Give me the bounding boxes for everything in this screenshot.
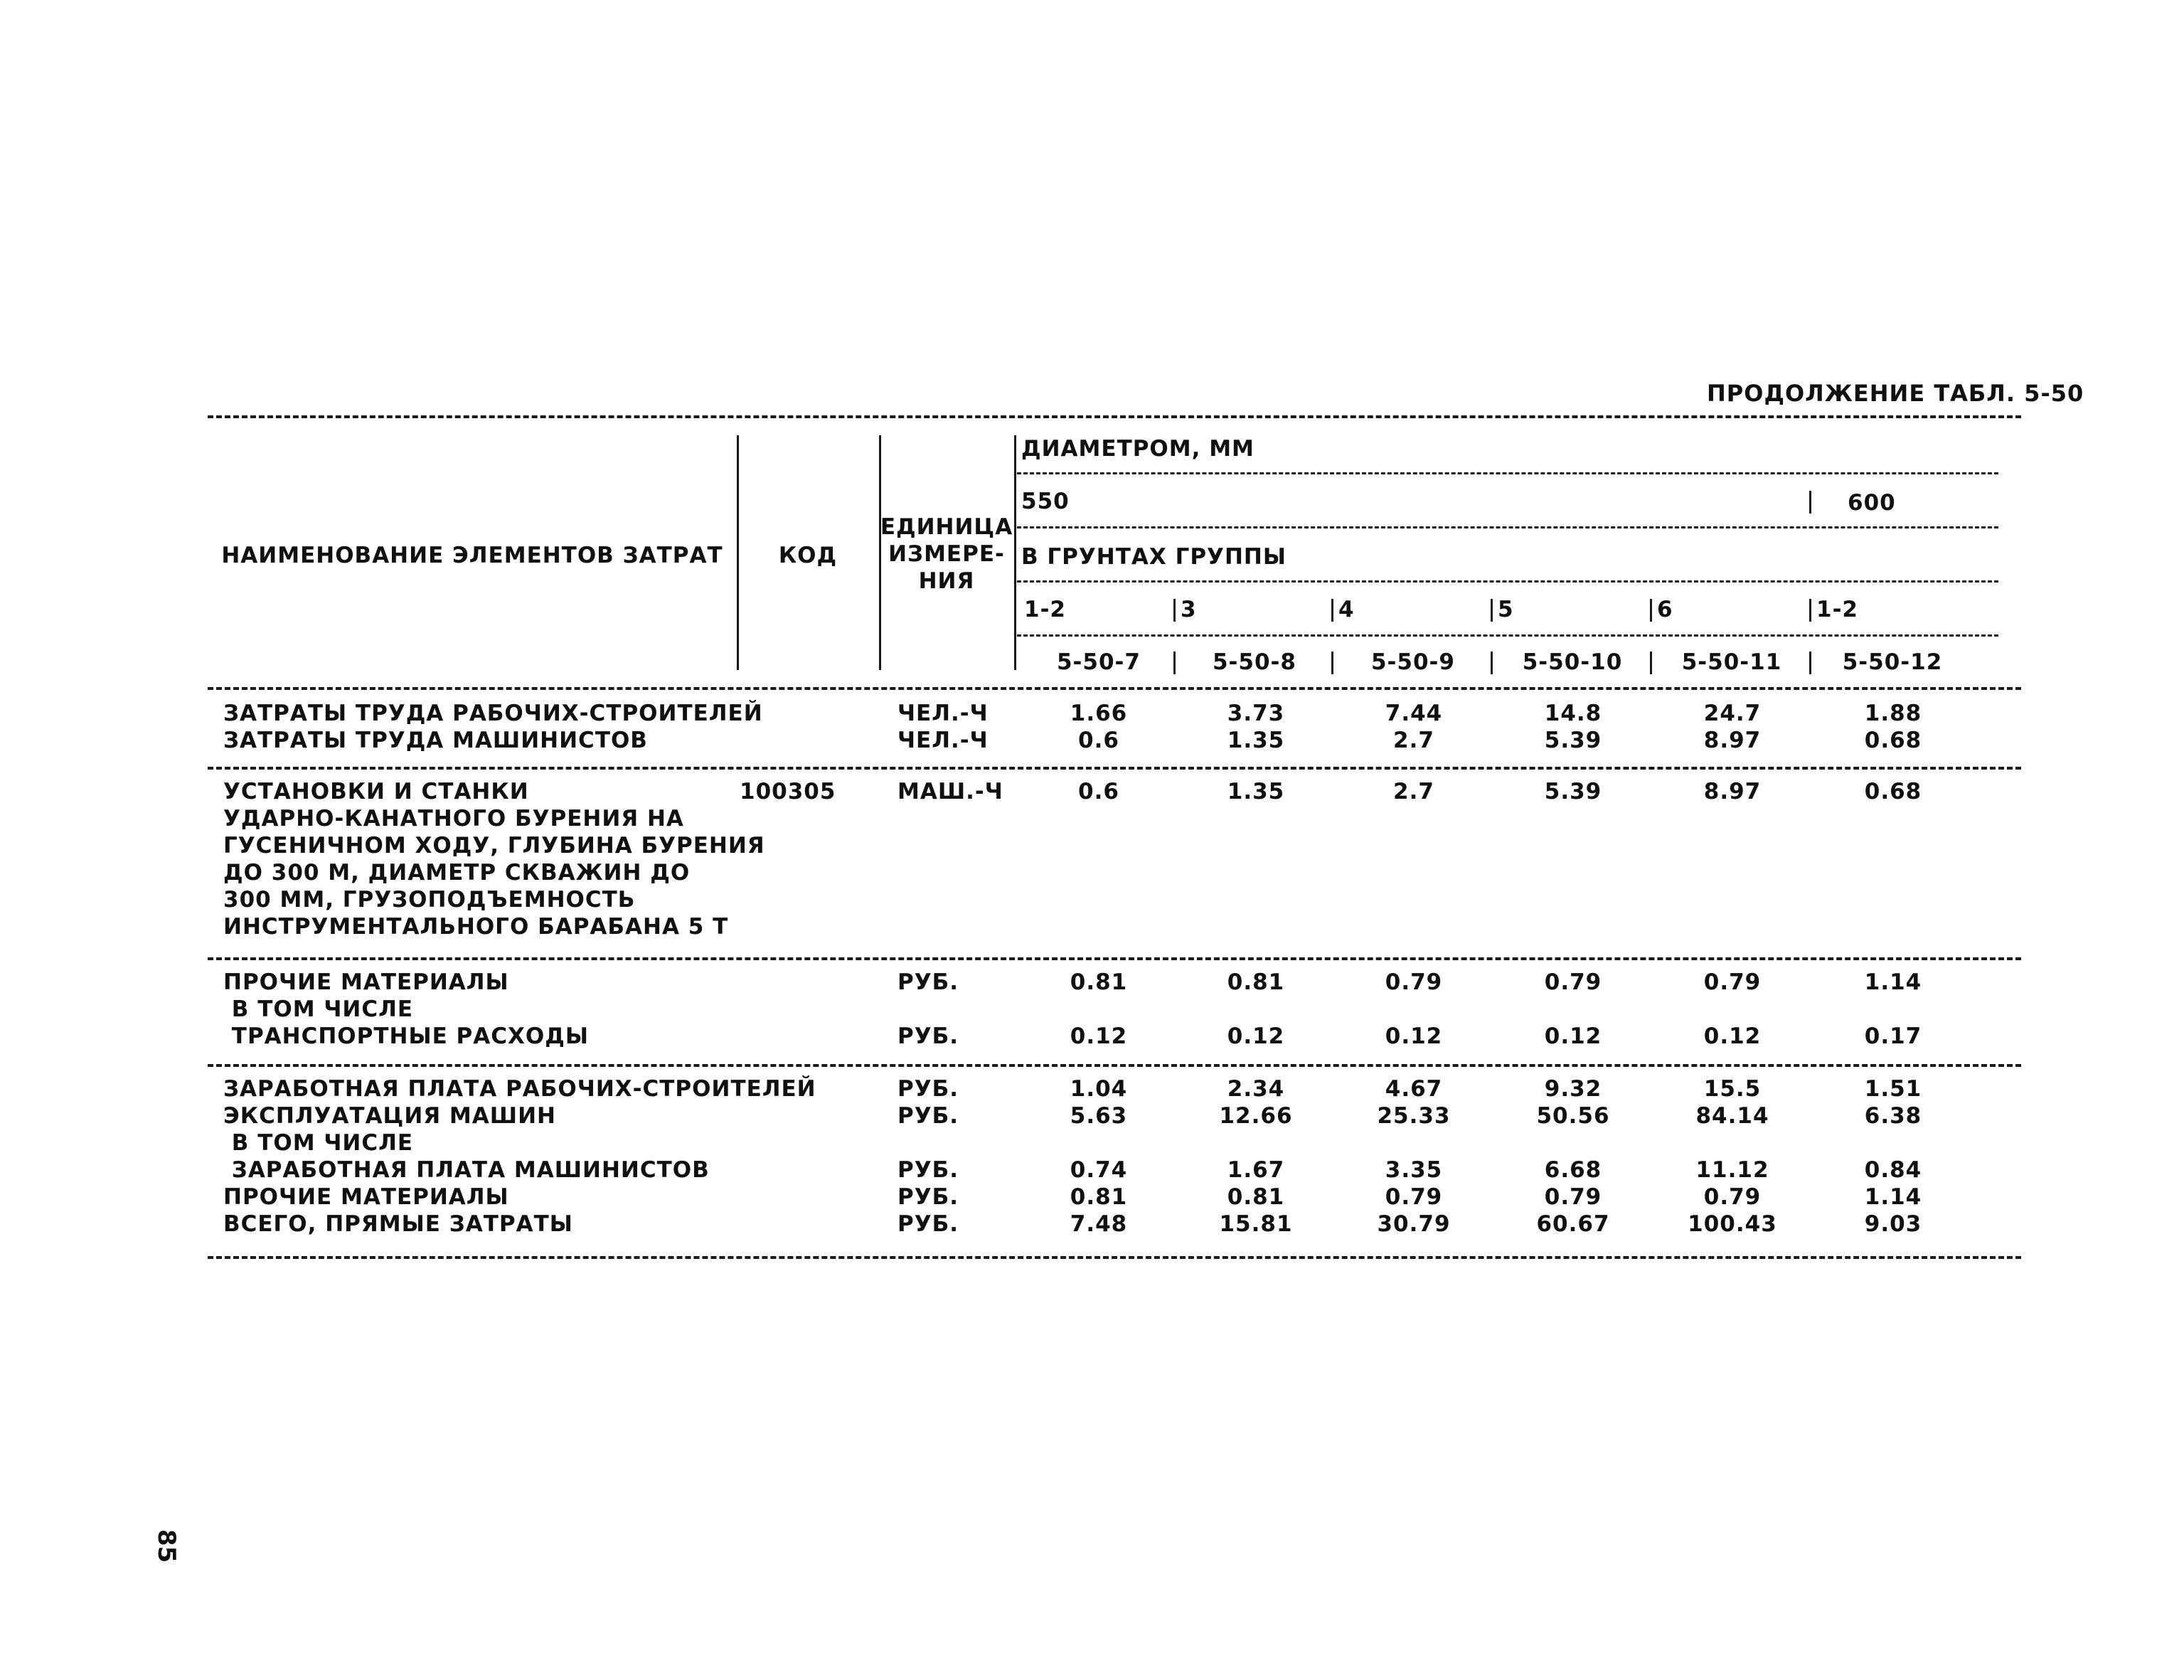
header-name: НАИМЕНОВАНИЕ ЭЛЕМЕНТОВ ЗАТРАТ — [221, 543, 723, 568]
code-cell: 5-50-7 — [1056, 649, 1141, 675]
row-value: 9.03 — [1864, 1211, 1922, 1237]
row-value: 0.12 — [1070, 1024, 1128, 1049]
row-value: 1.14 — [1864, 1184, 1922, 1210]
row-value: 0.81 — [1227, 969, 1285, 995]
row-value: 6.68 — [1544, 1157, 1602, 1183]
row-unit: ЧЕЛ.-Ч — [897, 728, 989, 753]
row-value: 0.81 — [1070, 969, 1128, 995]
row-value: 0.79 — [1544, 1184, 1602, 1210]
row-unit: МАШ.-Ч — [897, 779, 1003, 804]
row-value: 0.74 — [1070, 1157, 1128, 1183]
row-value: 2.7 — [1393, 728, 1434, 753]
group-cell: 6 — [1657, 597, 1673, 622]
row-name-line: ПРОЧИЕ МАТЕРИАЛЫ — [223, 1184, 509, 1210]
code-divider — [1491, 652, 1493, 674]
code-cell: 5-50-8 — [1212, 649, 1296, 675]
row-value: 6.38 — [1864, 1103, 1922, 1129]
header-divider-unit — [1014, 435, 1016, 670]
row-value: 5.63 — [1070, 1103, 1128, 1129]
code-divider — [1331, 652, 1333, 674]
group-cell: 1-2 — [1816, 597, 1859, 622]
row-unit: РУБ. — [897, 1076, 959, 1102]
code-cell: 5-50-12 — [1842, 649, 1943, 675]
group-cell: 5 — [1498, 597, 1514, 622]
row-value: 7.48 — [1070, 1211, 1128, 1237]
row-value: 1.51 — [1864, 1076, 1922, 1102]
row-code: 100305 — [740, 779, 836, 804]
code-cell: 5-50-9 — [1370, 649, 1455, 675]
row-value: 1.35 — [1227, 728, 1285, 753]
header-bottom-rule — [208, 687, 2021, 690]
header-rule-1 — [1017, 472, 1998, 474]
row-name-line: В ТОМ ЧИСЛЕ — [223, 996, 414, 1022]
row-value: 0.17 — [1864, 1024, 1922, 1049]
row-value: 0.79 — [1385, 969, 1443, 995]
row-unit: РУБ. — [897, 969, 959, 995]
row-name-line: УДАРНО-КАНАТНОГО БУРЕНИЯ НА — [223, 806, 684, 831]
row-value: 0.12 — [1703, 1024, 1762, 1049]
header-unit-line-1: ЕДИНИЦА — [880, 514, 1013, 540]
row-value: 1.04 — [1070, 1076, 1128, 1102]
row-name-line: ЗАРАБОТНАЯ ПЛАТА РАБОЧИХ-СТРОИТЕЛЕЙ — [223, 1076, 816, 1102]
row-name-line: ГУСЕНИЧНОМ ХОДУ, ГЛУБИНА БУРЕНИЯ — [223, 833, 765, 858]
section-rule — [208, 1256, 2021, 1259]
row-value: 15.5 — [1703, 1076, 1762, 1102]
header-diameter: ДИАМЕТРОМ, ММ — [1021, 436, 1255, 462]
row-value: 1.67 — [1227, 1157, 1285, 1183]
code-divider — [1173, 652, 1176, 674]
row-value: 12.66 — [1219, 1103, 1293, 1129]
row-value: 0.6 — [1078, 728, 1119, 753]
header-rule-4 — [1017, 634, 1998, 637]
section-rule — [208, 767, 2021, 770]
code-cell: 5-50-11 — [1681, 649, 1782, 675]
row-value: 30.79 — [1377, 1211, 1451, 1237]
code-divider — [1650, 652, 1652, 674]
group-cell: 3 — [1181, 597, 1197, 622]
row-name-line: ПРОЧИЕ МАТЕРИАЛЫ — [223, 969, 509, 995]
top-rule — [208, 415, 2021, 418]
row-name-line: В ТОМ ЧИСЛЕ — [223, 1130, 414, 1156]
row-name-line: ЗАТРАТЫ ТРУДА РАБОЧИХ-СТРОИТЕЛЕЙ — [223, 701, 763, 726]
row-value: 0.12 — [1544, 1024, 1602, 1049]
row-name-line: ИНСТРУМЕНТАЛЬНОГО БАРАБАНА 5 Т — [223, 914, 729, 940]
row-value: 60.67 — [1536, 1211, 1610, 1237]
group-cell: 1-2 — [1024, 597, 1067, 622]
row-value: 1.14 — [1864, 969, 1922, 995]
header-soil-group: В ГРУНТАХ ГРУППЫ — [1021, 544, 1287, 570]
row-value: 0.79 — [1385, 1184, 1443, 1210]
row-value: 15.81 — [1219, 1211, 1293, 1237]
header-diameter-600: 600 — [1848, 490, 1896, 516]
row-value: 11.12 — [1695, 1157, 1769, 1183]
row-value: 2.7 — [1393, 779, 1434, 804]
row-value: 1.88 — [1864, 701, 1922, 726]
group-divider — [1173, 599, 1176, 622]
row-value: 0.84 — [1864, 1157, 1922, 1183]
row-value: 7.44 — [1385, 701, 1443, 726]
row-value: 0.12 — [1385, 1024, 1443, 1049]
row-value: 8.97 — [1703, 779, 1762, 804]
row-value: 3.73 — [1227, 701, 1285, 726]
row-value: 5.39 — [1544, 779, 1602, 804]
row-name-line: ТРАНСПОРТНЫЕ РАСХОДЫ — [223, 1024, 589, 1049]
row-value: 1.66 — [1070, 701, 1128, 726]
row-value: 4.67 — [1385, 1076, 1443, 1102]
group-divider — [1331, 599, 1333, 622]
row-value: 0.79 — [1703, 1184, 1762, 1210]
code-cell: 5-50-10 — [1522, 649, 1623, 675]
row-name-line: ЗАРАБОТНАЯ ПЛАТА МАШИНИСТОВ — [223, 1157, 710, 1183]
row-name-line: ВСЕГО, ПРЯМЫЕ ЗАТРАТЫ — [223, 1211, 573, 1237]
header-rule-2 — [1017, 526, 1998, 528]
row-value: 84.14 — [1695, 1103, 1769, 1129]
row-value: 0.12 — [1227, 1024, 1285, 1049]
row-unit: РУБ. — [897, 1024, 959, 1049]
row-name-line: ЗАТРАТЫ ТРУДА МАШИНИСТОВ — [223, 728, 648, 753]
row-name-line: УСТАНОВКИ И СТАНКИ — [223, 779, 529, 804]
row-value: 24.7 — [1703, 701, 1762, 726]
row-value: 3.35 — [1385, 1157, 1443, 1183]
row-unit: РУБ. — [897, 1184, 959, 1210]
row-value: 0.79 — [1544, 969, 1602, 995]
group-divider — [1491, 599, 1493, 622]
row-value: 9.32 — [1544, 1076, 1602, 1102]
group-divider — [1650, 599, 1652, 622]
header-diameter-550: 550 — [1021, 489, 1070, 514]
header-rule-3 — [1017, 580, 1998, 583]
row-value: 0.79 — [1703, 969, 1762, 995]
section-rule — [208, 1064, 2021, 1067]
row-value: 0.6 — [1078, 779, 1119, 804]
section-rule — [208, 957, 2021, 960]
row-unit: РУБ. — [897, 1157, 959, 1183]
row-value: 14.8 — [1544, 701, 1602, 726]
group-divider — [1809, 599, 1811, 622]
row-value: 0.68 — [1864, 779, 1922, 804]
row-value: 0.81 — [1070, 1184, 1128, 1210]
row-value: 50.56 — [1536, 1103, 1610, 1129]
page-number: 85 — [152, 1529, 181, 1563]
row-value: 1.35 — [1227, 779, 1285, 804]
header-unit-line-3: НИЯ — [918, 568, 975, 594]
row-value: 100.43 — [1688, 1211, 1777, 1237]
row-value: 25.33 — [1377, 1103, 1451, 1129]
row-value: 0.81 — [1227, 1184, 1285, 1210]
header-code: КОД — [778, 543, 838, 568]
row-unit: РУБ. — [897, 1103, 959, 1129]
row-name-line: ДО 300 М, ДИАМЕТР СКВАЖИН ДО — [223, 860, 691, 886]
table-continuation-title: ПРОДОЛЖЕНИЕ ТАБЛ. 5-50 — [1707, 380, 2084, 407]
row-value: 2.34 — [1227, 1076, 1285, 1102]
group-cell: 4 — [1338, 597, 1355, 622]
header-divider-600 — [1809, 491, 1811, 514]
row-value: 0.68 — [1864, 728, 1922, 753]
row-unit: РУБ. — [897, 1211, 959, 1237]
row-name-line: ЭКСПЛУАТАЦИЯ МАШИН — [223, 1103, 556, 1129]
code-divider — [1809, 652, 1811, 674]
row-unit: ЧЕЛ.-Ч — [897, 701, 989, 726]
header-unit-line-2: ИЗМЕРЕ- — [888, 541, 1005, 567]
row-value: 8.97 — [1703, 728, 1762, 753]
row-value: 5.39 — [1544, 728, 1602, 753]
row-name-line: 300 ММ, ГРУЗОПОДЪЕМНОСТЬ — [223, 887, 636, 913]
